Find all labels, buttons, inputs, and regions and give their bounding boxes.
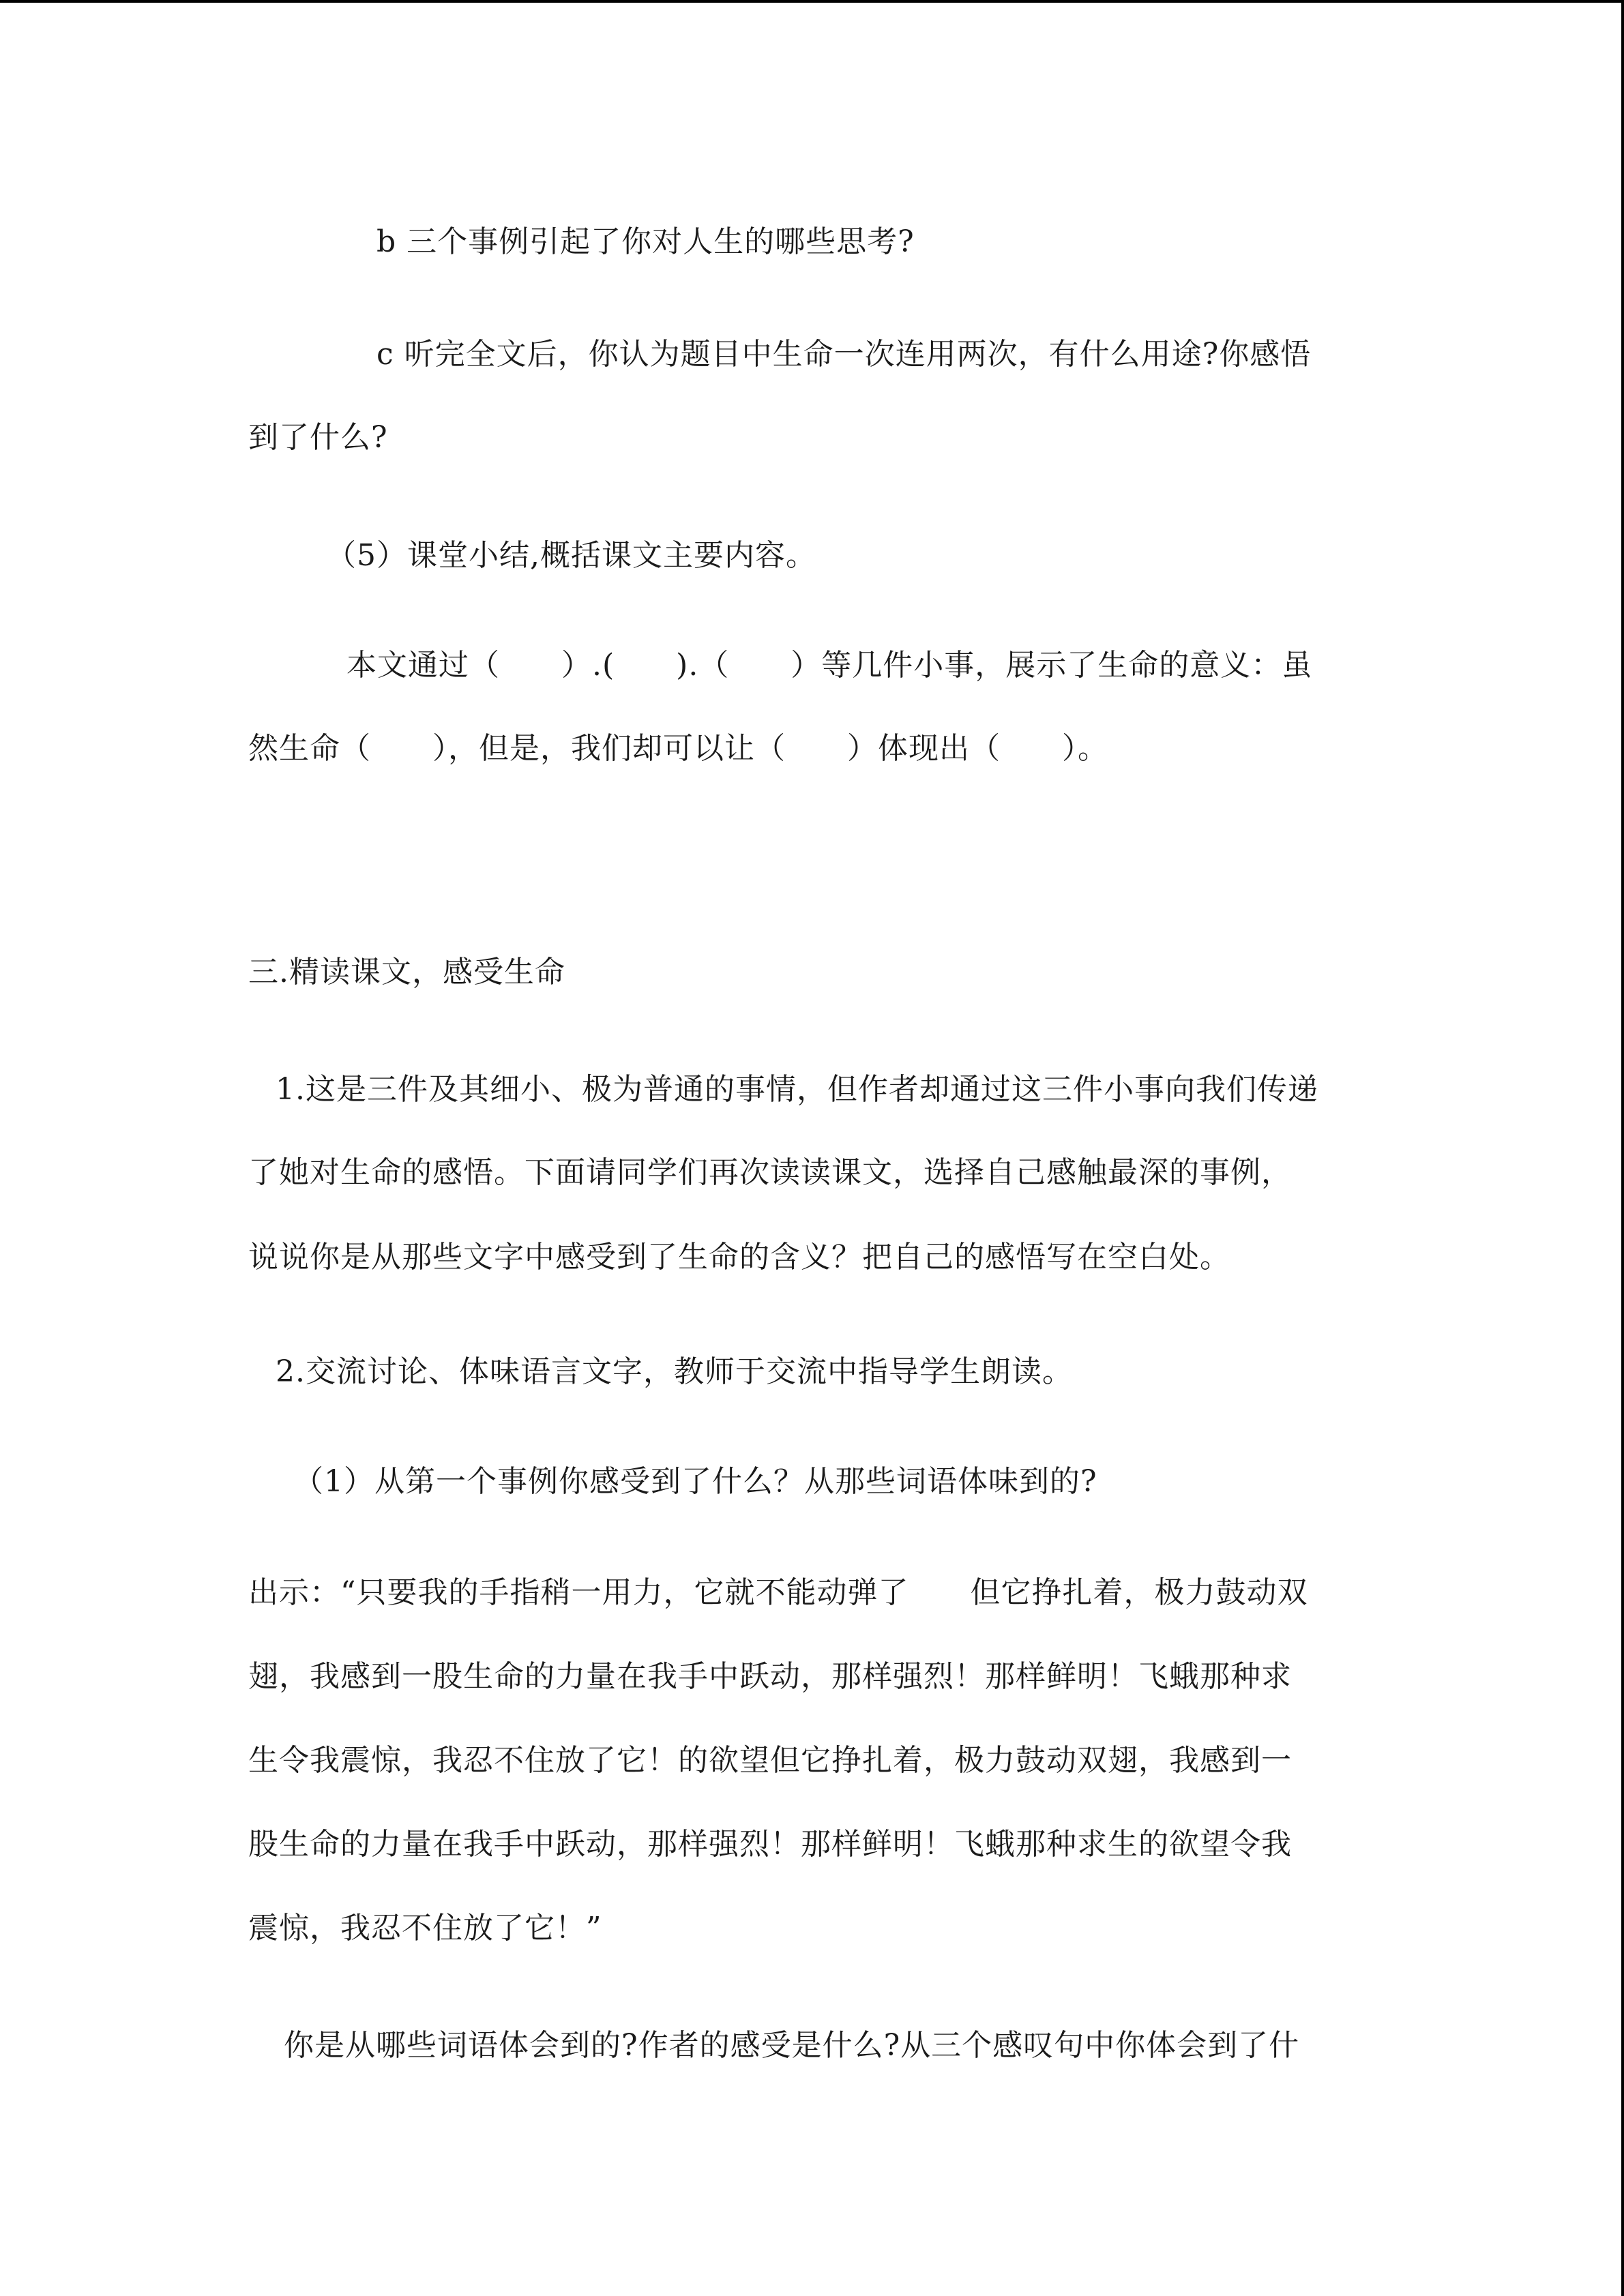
quote-line2: 翅，我感到一股生命的力量在我手中跃动，那样强烈！那样鲜明！飞蛾那种求	[248, 1659, 1292, 1694]
task-2: 2.交流讨论、体味语言文字，教师于交流中指导学生朗读。	[276, 1354, 1073, 1389]
section-3-heading: 三.精读课文，感受生命	[248, 955, 565, 989]
sub-question-1: （1）从第一个事例你感受到了什么？从那些词语体味到的?	[293, 1464, 1097, 1499]
quote-line5: 震惊，我忍不住放了它！”	[248, 1911, 602, 1945]
quote-line1: 出示：“只要我的手指稍一用力，它就不能动弹了 但它挣扎着，极力鼓动双	[248, 1575, 1308, 1610]
page-top-border	[0, 0, 1624, 3]
follow-up-question: 你是从哪些词语体会到的?作者的感受是什么?从三个感叹句中你体会到了什	[284, 2028, 1300, 2063]
page-right-border	[1621, 0, 1624, 2296]
fill-blank-line2: 然生命（ ），但是，我们却可以让（ ）体现出（ ）。	[248, 731, 1108, 766]
question-b: b 三个事例引起了你对人生的哪些思考?	[377, 224, 915, 259]
question-c-line2: 到了什么?	[248, 420, 388, 455]
task-1-line3: 说说你是从那些文字中感受到了生命的含义？把自己的感悟写在空白处。	[248, 1240, 1230, 1274]
question-c-line1: c 听完全文后，你认为题目中生命一次连用两次，有什么用途?你感悟	[377, 337, 1312, 372]
task-1-line1: 1.这是三件及其细小、极为普通的事情，但作者却通过这三件小事向我们传递	[276, 1072, 1318, 1107]
quote-line4: 股生命的力量在我手中跃动，那样强烈！那样鲜明！飞蛾那种求生的欲望令我	[248, 1827, 1292, 1862]
quote-line3: 生令我震惊，我忍不住放了它！的欲望但它挣扎着，极力鼓动双翅，我感到一	[248, 1743, 1292, 1778]
summary-heading: （5）课堂小结,概括课文主要内容。	[326, 538, 816, 573]
fill-blank-line1: 本文通过（ ）.( ).（ ）等几件小事，展示了生命的意义：虽	[346, 648, 1313, 683]
task-1-line2: 了她对生命的感悟。下面请同学们再次读读课文，选择自己感触最深的事例，	[248, 1155, 1292, 1190]
